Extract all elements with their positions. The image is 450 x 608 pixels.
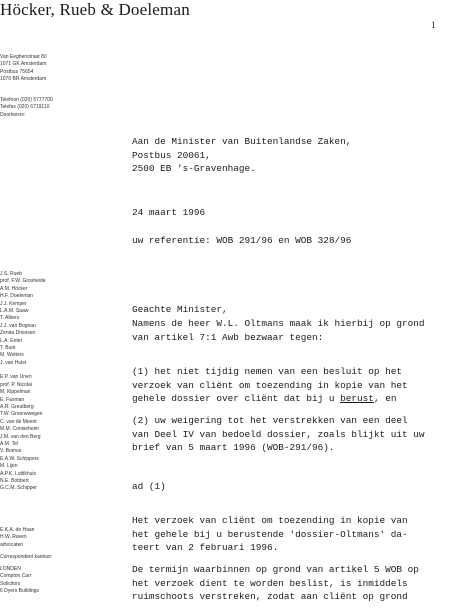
partner-name: E. Fasman — [0, 396, 25, 403]
partner-name: H.W. Raven — [0, 534, 27, 541]
text-line: Namens de heer W.L. Oltmans maak ik hierbij op grond — [132, 318, 425, 329]
correspondent-office — [0, 566, 39, 596]
partner-name: J.J. van Bognan — [0, 322, 36, 329]
body-paragraph-1 — [132, 514, 408, 555]
firm-name: Höcker, Rueb & Doeleman — [0, 0, 190, 19]
direct-line: Doorkiesnr: — [0, 111, 26, 118]
partner-name: E.A.W. Schippers — [0, 455, 39, 462]
correspondent-line: 6 Dyers Buildings — [0, 588, 39, 595]
profession-label: advocaten — [0, 541, 24, 548]
recipient-address — [132, 135, 351, 176]
partner-name: V. Bomus — [0, 448, 22, 455]
intro-paragraph — [132, 317, 425, 344]
partner-name: L.A. Enter — [0, 337, 23, 344]
partner-name: M. Lijen — [0, 463, 18, 470]
text-line: ruimschoots verstreken, zodat aan cliënt op grond — [132, 591, 408, 603]
address-line: Van Eeghenstraat 80 — [0, 54, 47, 60]
phone-line: Telefoon (020) 5777700 — [0, 97, 53, 103]
partner-name: J.M. van den Berg — [0, 433, 41, 440]
text-line: het gehele bij u berustende 'dossier-Oltmans' da- — [132, 528, 408, 540]
recipient-line: Aan de Minister van Buitenlandse Zaken, — [132, 136, 352, 147]
partner-name: M. Wolters — [0, 352, 24, 359]
partner-name: T. Albers — [0, 315, 20, 322]
address-line: Postbus 75654 — [0, 68, 34, 75]
partner-name: J.J. Kemper — [0, 300, 27, 307]
partner-name: M. Kippelman — [0, 389, 31, 396]
partner-name: M.M. Coniseheim — [0, 426, 39, 433]
text-line: (2) uw weigering tot het verstrekken van een deel — [132, 415, 408, 426]
office-address — [0, 54, 47, 84]
partner-name: G.C.M. Schipper — [0, 485, 37, 492]
partner-name: A.P.K. Luttikhuis — [0, 470, 37, 477]
partner-list — [0, 271, 46, 493]
partner-name: A.R. Greutberg — [0, 404, 34, 411]
reference-line: uw referentie: WOB 291/96 en WOB 328/96 — [132, 235, 352, 246]
partner-name: E.K.A. de Haan — [0, 527, 35, 533]
letter-date: 24 maart 1996 — [132, 207, 206, 218]
address-line: 1070 BR Amsterdam — [0, 76, 47, 83]
recipient-line: Postbus 20061, — [132, 149, 211, 161]
partner-name: A.M. Tel — [0, 440, 18, 447]
body-paragraph-2 — [132, 563, 419, 604]
partner-name: T.W. Groenewegen — [0, 411, 43, 418]
recipient-line: 2500 EB 's-Gravenhage. — [132, 163, 256, 175]
partner-name: C. van de Meent — [0, 418, 37, 425]
partner-name: T. Bunt — [0, 344, 16, 351]
fax-line: Telefax (020) 6719110 — [0, 104, 50, 111]
text-line: De termijn waarbinnen op grond van artikel 5 WOB op — [132, 564, 419, 575]
correspondent-label: Correspondent kantoor: — [0, 554, 53, 560]
partner-name: prof. P. Nicolaï — [0, 381, 33, 388]
correspondent-line: Solicitors — [0, 580, 21, 587]
underlined-word: berust — [340, 393, 374, 405]
text-line: verzoek van cliënt om toezending in kopie van het — [132, 379, 408, 391]
text-line: Het verzoek van cliënt om toezending in kopie van — [132, 515, 408, 526]
text-line — [132, 392, 408, 406]
text-line: brief van 5 maart 1996 (WOB-291/96). — [132, 442, 335, 454]
text-line: (1) het niet tijdig nemen van een besluit op het — [132, 366, 403, 377]
text-line: van Deel IV van bedoeld dossier, zoals blijkt uit uw — [132, 428, 425, 440]
partner-name: Zenda Driessen — [0, 330, 36, 337]
salutation: Geachte Minister, — [132, 304, 228, 315]
partner-name: H.F. Doeleman — [0, 293, 34, 300]
partner-name: A.M. Höcker — [0, 285, 28, 292]
partner-name: J.S. Rueb — [0, 271, 22, 277]
partner-list-extra — [0, 527, 34, 549]
objection-item-2 — [132, 414, 425, 455]
objection-item-1 — [132, 365, 408, 406]
partner-name: prof. F.W. Grosheide — [0, 278, 46, 285]
page-number: 1 — [431, 20, 436, 30]
text-line: het verzoek dient te worden beslist, is inmiddels — [132, 577, 408, 589]
partner-name: J. van Hulst — [0, 359, 27, 366]
partner-name: L.A.M. Saaw — [0, 307, 29, 314]
partner-name: N.E. Bobbert — [0, 477, 29, 484]
correspondent-line: Compton Carr — [0, 573, 32, 580]
correspondent-line: LONDEN — [0, 566, 21, 572]
section-heading: ad (1) — [132, 481, 166, 492]
text-segment: , en — [373, 393, 397, 405]
partner-name: E.P. van Unen — [0, 374, 32, 381]
office-contact — [0, 97, 53, 119]
text-line: teert van 2 februari 1996. — [132, 542, 279, 554]
address-line: 1071 GK Amsterdam — [0, 61, 47, 68]
partner-name — [0, 367, 46, 374]
text-line: van artikel 7:1 Awb bezwaar tegen: — [132, 331, 324, 343]
text-segment: gehele dossier over cliënt dat bij u — [132, 393, 341, 405]
